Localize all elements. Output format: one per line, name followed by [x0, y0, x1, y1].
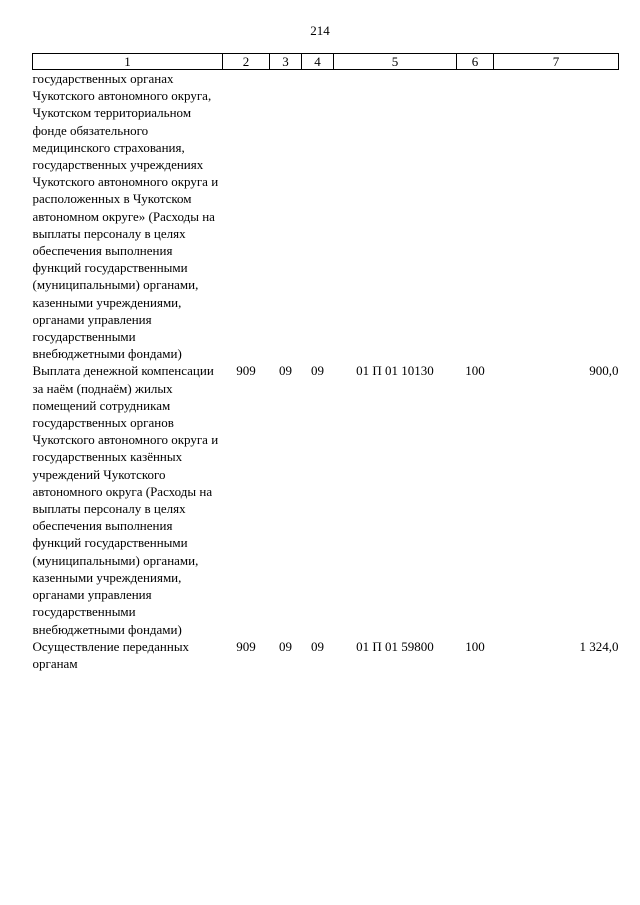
section-code: 09 — [279, 638, 292, 654]
subsection-code: 09 — [311, 363, 324, 379]
amount: 900,0 — [589, 363, 619, 379]
subsection-code: 09 — [311, 638, 324, 654]
amount — [494, 70, 619, 363]
column-header-6: 6 — [457, 54, 494, 70]
expense-name: государственных органах Чукотского автономного округа, Чукотском территориальном фонде обязательного медицинского страхования, государственных учреждениях Чукотского автономного округа и расположенных в Чукотском автономном округе» (Расходы на выплаты персоналу в целях обеспечения выполнения функций государственными (муниципальными) органами, казенными учреждениями, органами управления государственными внебюджетными фондами) — [32, 71, 219, 362]
column-header-2: 2 — [223, 54, 270, 70]
ministry-code: 909 — [236, 363, 256, 379]
table-row — [33, 362, 619, 637]
column-header-7: 7 — [494, 54, 619, 70]
table-row — [33, 70, 619, 363]
section-code — [270, 70, 302, 363]
column-header-4: 4 — [302, 54, 334, 70]
column-header-5: 5 — [334, 54, 457, 70]
expense-type-code — [457, 70, 494, 363]
target-article-code: 01 П 01 10130 — [356, 363, 434, 379]
column-number-header-row — [33, 54, 619, 70]
target-article-code — [334, 70, 457, 363]
ministry-code — [223, 70, 270, 363]
subsection-code — [302, 70, 334, 363]
expense-type-code: 100 — [465, 363, 485, 379]
expense-type-code: 100 — [465, 638, 485, 654]
budget-table — [32, 53, 619, 672]
column-header-1: 1 — [33, 54, 223, 70]
page-number: 214 — [310, 23, 330, 38]
expense-name: Осуществление переданных органам — [32, 638, 190, 671]
target-article-code: 01 П 01 59800 — [356, 638, 434, 654]
column-header-3: 3 — [270, 54, 302, 70]
amount: 1 324,0 — [579, 638, 619, 654]
table-row — [33, 638, 619, 672]
expense-name: Выплата денежной компенсации за наём (поднаём) жилых помещений сотрудникам государственных органов Чукотского автономного округа и государственных казённых учреждений Чукотского автономного округа (Расходы на выплаты персоналу в целях обеспечения выполнения функций государственными (муниципальными) органами, казенными учреждениями, органами управления государственными внебюджетными фондами) — [32, 363, 219, 637]
ministry-code: 909 — [236, 638, 256, 654]
section-code: 09 — [279, 363, 292, 379]
